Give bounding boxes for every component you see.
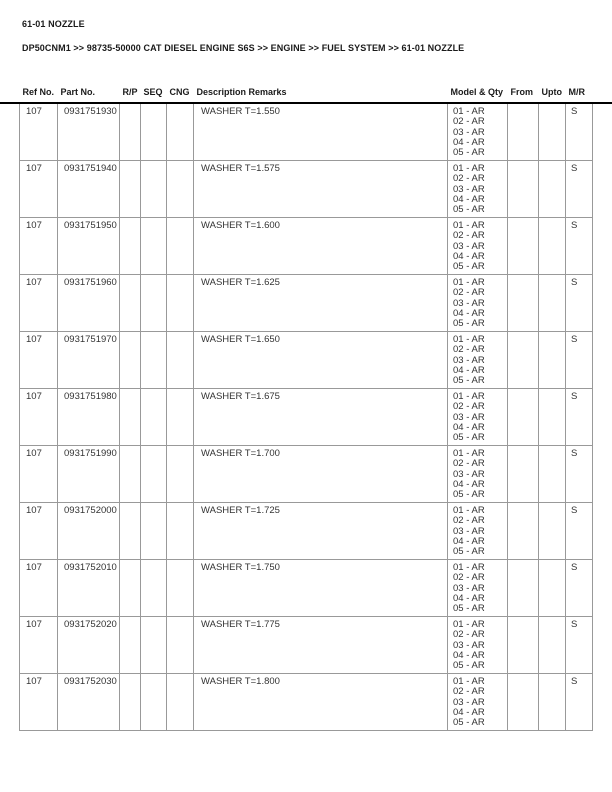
- mr-cell: S: [566, 104, 593, 161]
- part-no-cell: 0931752030: [58, 674, 120, 731]
- model-qty-cell: [448, 389, 508, 446]
- model-qty-line: 05 - AR: [453, 717, 485, 729]
- ref-no-cell: 107: [20, 503, 58, 560]
- table-row: [20, 332, 593, 389]
- description-cell: WASHER T=1.600: [194, 218, 448, 275]
- header-rule-divider: [0, 102, 612, 104]
- model-qty-line: 04 - AR: [453, 364, 485, 376]
- model-qty-line: 02 - AR: [453, 401, 485, 413]
- mr-cell: S: [566, 617, 593, 674]
- table-row: [20, 503, 593, 560]
- mr-cell: S: [566, 161, 593, 218]
- rp-cell: [120, 389, 141, 446]
- model-qty-line: 01 - AR: [453, 619, 485, 630]
- ref-no-cell: 107: [20, 218, 58, 275]
- model-qty-cell: [448, 674, 508, 731]
- ref-no-cell: 107: [20, 389, 58, 446]
- seq-cell: [141, 161, 167, 218]
- model-qty-line: 03 - AR: [453, 582, 485, 594]
- model-qty-line: 05 - AR: [453, 660, 485, 672]
- model-qty-cell: [448, 275, 508, 332]
- model-qty-line: 01 - AR: [453, 562, 485, 573]
- seq-cell: [141, 332, 167, 389]
- upto-cell: [539, 446, 566, 503]
- col-header-description: Description Remarks: [196, 87, 287, 97]
- cng-cell: [167, 218, 194, 275]
- col-header-upto: Upto: [541, 87, 562, 97]
- model-qty-line: 03 - AR: [453, 183, 485, 195]
- part-no-cell: 0931751950: [58, 218, 120, 275]
- part-no-cell: 0931751940: [58, 161, 120, 218]
- col-header-mr: M/R: [568, 87, 585, 97]
- description-cell: WASHER T=1.750: [194, 560, 448, 617]
- from-cell: [508, 617, 539, 674]
- cng-cell: [167, 389, 194, 446]
- rp-cell: [120, 275, 141, 332]
- model-qty-line: 03 - AR: [453, 240, 485, 252]
- description-cell: WASHER T=1.700: [194, 446, 448, 503]
- table-row: [20, 218, 593, 275]
- model-qty-line: 02 - AR: [453, 230, 485, 242]
- upto-cell: [539, 674, 566, 731]
- from-cell: [508, 674, 539, 731]
- description-cell: WASHER T=1.725: [194, 503, 448, 560]
- mr-cell: S: [566, 674, 593, 731]
- mr-cell: S: [566, 503, 593, 560]
- upto-cell: [539, 617, 566, 674]
- ref-no-cell: 107: [20, 674, 58, 731]
- part-no-cell: 0931751970: [58, 332, 120, 389]
- seq-cell: [141, 389, 167, 446]
- part-no-cell: 0931751960: [58, 275, 120, 332]
- rp-cell: [120, 161, 141, 218]
- cng-cell: [167, 560, 194, 617]
- model-qty-line: 02 - AR: [453, 572, 485, 584]
- col-header-seq: SEQ: [143, 87, 163, 97]
- col-header-part-no: Part No.: [60, 87, 96, 97]
- col-header-model-qty: Model & Qty: [450, 87, 504, 97]
- model-qty-line: 04 - AR: [453, 250, 485, 262]
- ref-no-cell: 107: [20, 332, 58, 389]
- description-cell: WASHER T=1.575: [194, 161, 448, 218]
- breadcrumb: DP50CNM1 >> 98735-50000 CAT DIESEL ENGINE S6S >> ENGINE >> FUEL SYSTEM >> 61-01 NOZZLE: [22, 43, 465, 53]
- table-row: [20, 446, 593, 503]
- model-qty-line: 03 - AR: [453, 696, 485, 708]
- ref-no-cell: 107: [20, 560, 58, 617]
- model-qty-line: 01 - AR: [453, 277, 485, 288]
- page-title: 61-01 NOZZLE: [22, 19, 85, 29]
- seq-cell: [141, 503, 167, 560]
- model-qty-line: 04 - AR: [453, 706, 485, 718]
- model-qty-line: 02 - AR: [453, 116, 485, 128]
- model-qty-line: 03 - AR: [453, 297, 485, 309]
- model-qty-line: 02 - AR: [453, 515, 485, 527]
- from-cell: [508, 104, 539, 161]
- ref-no-cell: 107: [20, 161, 58, 218]
- cng-cell: [167, 617, 194, 674]
- model-qty-line: 04 - AR: [453, 535, 485, 547]
- col-header-ref-no: Ref No.: [22, 87, 54, 97]
- model-qty-line: 01 - AR: [453, 163, 485, 174]
- seq-cell: [141, 218, 167, 275]
- from-cell: [508, 332, 539, 389]
- model-qty-cell: [448, 560, 508, 617]
- part-no-cell: 0931752000: [58, 503, 120, 560]
- model-qty-line: 02 - AR: [453, 287, 485, 299]
- model-qty-cell: [448, 104, 508, 161]
- seq-cell: [141, 560, 167, 617]
- model-qty-line: 02 - AR: [453, 686, 485, 698]
- mr-cell: S: [566, 218, 593, 275]
- model-qty-line: 03 - AR: [453, 468, 485, 480]
- rp-cell: [120, 446, 141, 503]
- ref-no-cell: 107: [20, 446, 58, 503]
- upto-cell: [539, 560, 566, 617]
- rp-cell: [120, 560, 141, 617]
- model-qty-line: 05 - AR: [453, 432, 485, 444]
- table-row: [20, 104, 593, 161]
- upto-cell: [539, 332, 566, 389]
- cng-cell: [167, 104, 194, 161]
- cng-cell: [167, 503, 194, 560]
- model-qty-line: 01 - AR: [453, 334, 485, 345]
- parts-table-header: [20, 84, 593, 104]
- rp-cell: [120, 674, 141, 731]
- from-cell: [508, 446, 539, 503]
- table-row: [20, 275, 593, 332]
- table-row: [20, 674, 593, 731]
- seq-cell: [141, 446, 167, 503]
- model-qty-cell: [448, 161, 508, 218]
- from-cell: [508, 275, 539, 332]
- part-no-cell: 0931752020: [58, 617, 120, 674]
- description-cell: WASHER T=1.775: [194, 617, 448, 674]
- col-header-rp: R/P: [122, 87, 138, 97]
- part-no-cell: 0931751980: [58, 389, 120, 446]
- model-qty-line: 02 - AR: [453, 344, 485, 356]
- model-qty-line: 01 - AR: [453, 505, 485, 516]
- model-qty-line: 01 - AR: [453, 448, 485, 459]
- model-qty-line: 03 - AR: [453, 126, 485, 138]
- cng-cell: [167, 275, 194, 332]
- part-no-cell: 0931751930: [58, 104, 120, 161]
- table-row: [20, 161, 593, 218]
- rp-cell: [120, 503, 141, 560]
- ref-no-cell: 107: [20, 617, 58, 674]
- model-qty-cell: [448, 503, 508, 560]
- rp-cell: [120, 332, 141, 389]
- model-qty-line: 03 - AR: [453, 411, 485, 423]
- mr-cell: S: [566, 275, 593, 332]
- model-qty-line: 03 - AR: [453, 639, 485, 651]
- mr-cell: S: [566, 446, 593, 503]
- model-qty-cell: [448, 446, 508, 503]
- seq-cell: [141, 617, 167, 674]
- model-qty-line: 03 - AR: [453, 354, 485, 366]
- ref-no-cell: 107: [20, 275, 58, 332]
- part-no-cell: 0931752010: [58, 560, 120, 617]
- model-qty-cell: [448, 218, 508, 275]
- model-qty-line: 05 - AR: [453, 318, 485, 330]
- seq-cell: [141, 104, 167, 161]
- model-qty-line: 04 - AR: [453, 193, 485, 205]
- parts-table: [19, 84, 593, 731]
- model-qty-cell: [448, 617, 508, 674]
- rp-cell: [120, 617, 141, 674]
- table-row: [20, 617, 593, 674]
- table-row: [20, 389, 593, 446]
- from-cell: [508, 218, 539, 275]
- from-cell: [508, 389, 539, 446]
- mr-cell: S: [566, 560, 593, 617]
- seq-cell: [141, 275, 167, 332]
- upto-cell: [539, 218, 566, 275]
- upto-cell: [539, 161, 566, 218]
- model-qty-line: 03 - AR: [453, 525, 485, 537]
- model-qty-line: 01 - AR: [453, 220, 485, 231]
- from-cell: [508, 161, 539, 218]
- model-qty-line: 01 - AR: [453, 391, 485, 402]
- model-qty-line: 01 - AR: [453, 676, 485, 687]
- col-header-from: From: [510, 87, 533, 97]
- description-cell: WASHER T=1.550: [194, 104, 448, 161]
- model-qty-line: 04 - AR: [453, 307, 485, 319]
- mr-cell: S: [566, 332, 593, 389]
- model-qty-line: 04 - AR: [453, 478, 485, 490]
- parts-table-body: [20, 104, 593, 731]
- upto-cell: [539, 503, 566, 560]
- model-qty-line: 05 - AR: [453, 147, 485, 159]
- cng-cell: [167, 446, 194, 503]
- description-cell: WASHER T=1.675: [194, 389, 448, 446]
- cng-cell: [167, 332, 194, 389]
- seq-cell: [141, 674, 167, 731]
- col-header-cng: CNG: [169, 87, 190, 97]
- upto-cell: [539, 275, 566, 332]
- ref-no-cell: 107: [20, 104, 58, 161]
- from-cell: [508, 503, 539, 560]
- cng-cell: [167, 161, 194, 218]
- mr-cell: S: [566, 389, 593, 446]
- model-qty-cell: [448, 332, 508, 389]
- model-qty-line: 02 - AR: [453, 173, 485, 185]
- model-qty-line: 01 - AR: [453, 106, 485, 117]
- rp-cell: [120, 218, 141, 275]
- model-qty-line: 04 - AR: [453, 592, 485, 604]
- model-qty-line: 02 - AR: [453, 629, 485, 641]
- model-qty-line: 04 - AR: [453, 421, 485, 433]
- model-qty-line: 05 - AR: [453, 603, 485, 615]
- upto-cell: [539, 104, 566, 161]
- header-row: [20, 84, 593, 104]
- description-cell: WASHER T=1.800: [194, 674, 448, 731]
- model-qty-line: 04 - AR: [453, 649, 485, 661]
- from-cell: [508, 560, 539, 617]
- upto-cell: [539, 389, 566, 446]
- model-qty-line: 05 - AR: [453, 261, 485, 273]
- part-no-cell: 0931751990: [58, 446, 120, 503]
- model-qty-line: 05 - AR: [453, 546, 485, 558]
- model-qty-line: 04 - AR: [453, 136, 485, 148]
- model-qty-line: 02 - AR: [453, 458, 485, 470]
- rp-cell: [120, 104, 141, 161]
- model-qty-line: 05 - AR: [453, 489, 485, 501]
- cng-cell: [167, 674, 194, 731]
- model-qty-line: 05 - AR: [453, 204, 485, 216]
- description-cell: WASHER T=1.650: [194, 332, 448, 389]
- description-cell: WASHER T=1.625: [194, 275, 448, 332]
- table-row: [20, 560, 593, 617]
- model-qty-line: 05 - AR: [453, 375, 485, 387]
